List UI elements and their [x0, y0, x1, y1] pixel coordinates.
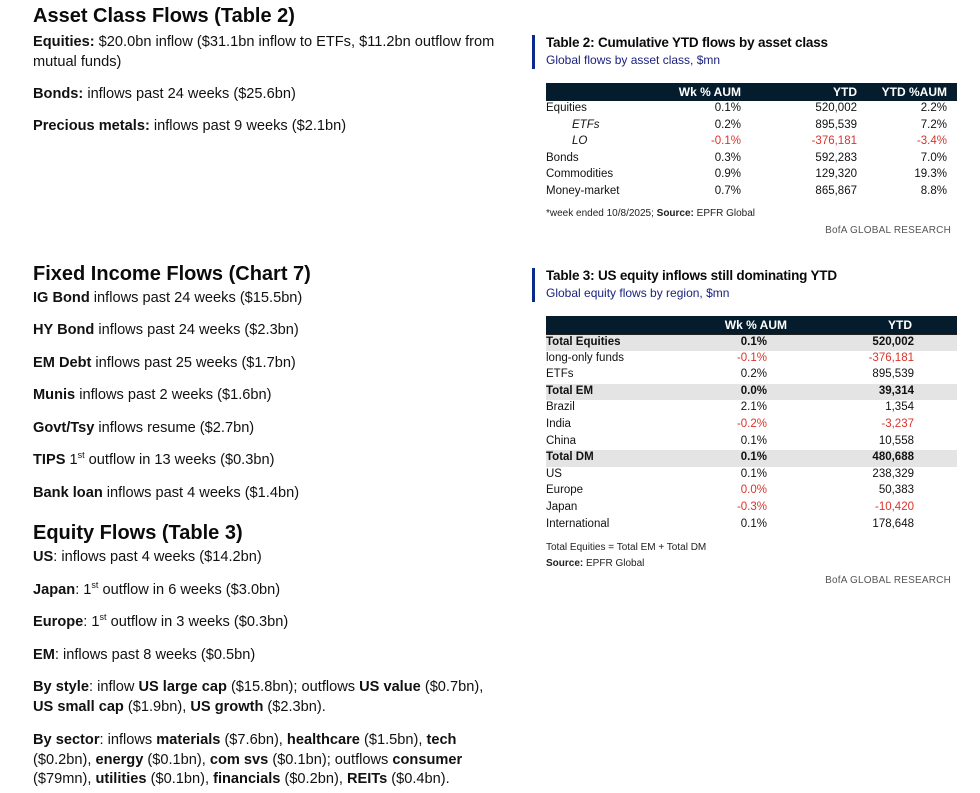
cell-label: ETFs: [546, 368, 574, 381]
header-wk-aum: Wk % AUM: [724, 318, 787, 332]
table-2-header: [546, 83, 957, 101]
bold-label: US value: [359, 679, 421, 695]
cell-label: Money-market: [546, 184, 620, 197]
para-text: ($0.1bn); outflows: [268, 751, 393, 768]
cell-label: Commodities: [546, 168, 614, 181]
cell-label: Total DM: [546, 451, 594, 464]
heading-fixed-income-flows: Fixed Income Flows (Chart 7): [33, 263, 311, 285]
para-text: : inflows past 4 weeks ($14.2bn): [53, 549, 262, 565]
cell-label: International: [546, 517, 610, 530]
cell-wk: 0.1%: [740, 467, 767, 480]
cell-ytd: 520,002: [815, 102, 857, 114]
accent-bar: [532, 268, 535, 302]
cell-ytd: 178,648: [872, 517, 914, 530]
cell-wk: 2.1%: [740, 401, 767, 414]
table-3-credit: BofA GLOBAL RESEARCH: [825, 575, 951, 586]
bold-label: com svs: [209, 751, 269, 768]
para-em: [33, 646, 503, 666]
para-us: [33, 548, 503, 568]
table-3-title: Table 3: US equity inflows still dominating YTD: [546, 268, 837, 283]
cell-ytdpct: 8.8%: [920, 184, 947, 197]
heading-asset-class-flows: Asset Class Flows (Table 2): [33, 5, 295, 27]
cell-ytd: -3,237: [881, 417, 914, 430]
cell-wk: 0.1%: [740, 434, 767, 447]
para-text: ($79mn),: [33, 771, 96, 787]
cell-ytd: 865,867: [815, 184, 857, 197]
para-text: inflows past 24 weeks ($15.5bn): [89, 290, 303, 306]
table-row: [546, 134, 957, 151]
para-text: ($0.2bn),: [33, 751, 96, 768]
bold-label: Munis: [33, 387, 76, 403]
table-3-body: [546, 334, 957, 533]
header-wk-aum: Wk % AUM: [678, 85, 741, 99]
bold-label: EM: [33, 647, 55, 663]
bold-label: financials: [213, 771, 281, 787]
cell-ytd: -376,181: [811, 135, 857, 148]
para-text: ($1.5bn),: [359, 732, 427, 748]
cell-ytd: 520,002: [872, 336, 914, 348]
para-text: : 1: [83, 614, 100, 630]
para-text: inflows resume ($2.7bn): [94, 420, 255, 436]
cell-wk: 0.9%: [714, 168, 741, 181]
table-row: [546, 167, 957, 184]
cell-label: ETFs: [572, 118, 600, 131]
bold-label: materials: [156, 732, 221, 748]
bold-label: consumer: [392, 751, 463, 768]
bold-label: Bonds:: [33, 86, 84, 102]
bold-label: US: [33, 549, 54, 565]
cell-label: China: [546, 434, 577, 447]
cell-ytd: 895,539: [815, 118, 857, 131]
para-text: : inflows past 8 weeks ($0.5bn): [54, 647, 256, 663]
para-text: ($7.6bn),: [220, 732, 287, 748]
bold-label: IG Bond: [33, 290, 90, 306]
cell-wk: 0.7%: [714, 184, 741, 197]
cell-ytdpct: 2.2%: [920, 102, 947, 114]
para-europe: [33, 613, 503, 633]
para-text: inflows past 9 weeks ($2.1bn): [149, 118, 347, 134]
cell-label: Europe: [546, 484, 584, 497]
para-text: outflow in 13 weeks ($0.3bn): [84, 452, 275, 468]
bold-label: By sector: [33, 732, 100, 748]
cell-ytd: -376,181: [868, 351, 914, 364]
bold-label: energy: [95, 751, 144, 768]
cell-ytdpct: 7.2%: [920, 118, 947, 131]
para-text: ($0.7bn),: [420, 679, 484, 695]
table-2-grid: [546, 83, 957, 201]
bold-label: utilities: [95, 771, 147, 787]
cell-ytd: 238,329: [872, 467, 914, 480]
cell-wk: 0.1%: [740, 336, 767, 348]
bold-label: US large cap: [138, 679, 227, 695]
table-row: [546, 367, 957, 384]
para-text: ($2.3bn).: [263, 698, 326, 715]
para-text: ($0.2bn),: [280, 771, 347, 787]
cell-ytd: 50,383: [878, 484, 914, 497]
table-row: [546, 151, 957, 168]
table-2: [532, 35, 957, 240]
table-row: [546, 118, 957, 135]
para-ig-bond: [33, 289, 503, 309]
table-row: [546, 467, 957, 484]
bold-label: By style: [33, 679, 89, 695]
bold-label: Japan: [33, 582, 76, 598]
table-3-header: [546, 316, 957, 334]
para-by-sector: [33, 731, 503, 790]
table-3-footnote-2: [546, 558, 644, 569]
para-bank-loan: [33, 484, 503, 504]
cell-ytdpct: -3.4%: [916, 135, 947, 148]
cell-wk: 0.1%: [740, 517, 767, 530]
heading-equity-flows: Equity Flows (Table 3): [33, 522, 243, 544]
table-3: [532, 268, 957, 598]
cell-wk: -0.1%: [736, 351, 767, 364]
para-text: outflow in 6 weeks ($3.0bn): [98, 582, 281, 598]
cell-wk: 0.1%: [740, 451, 767, 464]
para-govt-tsy: [33, 419, 503, 439]
table-row: [546, 417, 957, 434]
bold-label: HY Bond: [33, 322, 95, 338]
cell-wk: 0.1%: [714, 102, 741, 114]
para-text: 1: [65, 452, 78, 468]
bold-label: REITs: [346, 771, 388, 787]
para-text: ($0.1bn),: [146, 771, 214, 787]
para-japan: [33, 581, 503, 601]
cell-label: long-only funds: [546, 351, 624, 364]
table-row: [546, 334, 957, 351]
cell-label: Total EM: [546, 384, 594, 397]
superscript: st: [91, 580, 99, 591]
cell-ytd: 480,688: [872, 451, 914, 464]
table-row: [546, 450, 957, 467]
table-2-title: Table 2: Cumulative YTD flows by asset class: [546, 35, 828, 50]
cell-wk: -0.3%: [736, 500, 767, 513]
para-em-debt: [33, 354, 503, 374]
cell-ytdpct: 19.3%: [914, 168, 947, 181]
para-text: ($1.9bn),: [123, 698, 191, 715]
para-text: inflows past 25 weeks ($1.7bn): [91, 355, 296, 371]
header-ytd-aum: YTD %AUM: [881, 85, 947, 99]
para-precious-metals: [33, 117, 503, 137]
accent-bar: [532, 35, 535, 69]
table-row: [546, 101, 957, 118]
cell-label: Bonds: [546, 151, 579, 164]
cell-ytd: 1,354: [885, 401, 914, 414]
bold-label: US small cap: [33, 698, 124, 715]
table-row: [546, 500, 957, 517]
cell-ytd: -10,420: [874, 500, 914, 513]
cell-label: Japan: [546, 500, 578, 513]
table-3-subtitle: Global equity flows by region, $mn: [546, 286, 730, 300]
cell-wk: 0.0%: [740, 484, 767, 497]
cell-ytd: 129,320: [815, 168, 857, 181]
para-text: ($15.8bn); outflows: [226, 679, 360, 695]
cell-ytd: 39,314: [878, 384, 914, 397]
cell-ytd: 895,539: [872, 368, 914, 381]
cell-ytd: 10,558: [878, 434, 914, 447]
bold-label: Europe: [33, 614, 84, 630]
footnote-source: EPFR Global: [583, 558, 645, 569]
para-text: inflows past 2 weeks ($1.6bn): [75, 387, 272, 403]
bold-label: EM Debt: [33, 355, 92, 371]
para-bonds: [33, 85, 503, 105]
footnote-source: EPFR Global: [693, 208, 756, 219]
cell-label: India: [546, 417, 571, 430]
bold-label: healthcare: [286, 732, 360, 748]
header-ytd: YTD: [888, 318, 912, 332]
table-row: [546, 351, 957, 368]
table-row: [546, 184, 957, 201]
cell-wk: -0.2%: [736, 417, 767, 430]
superscript: st: [99, 612, 107, 623]
para-tips: [33, 451, 503, 471]
table-row: [546, 400, 957, 417]
table-3-footnote-1: Total Equities = Total EM + Total DM: [546, 542, 707, 553]
para-text: ($0.4bn).: [387, 771, 450, 787]
bold-label: Precious metals:: [33, 118, 150, 134]
table-2-footnote: [546, 208, 755, 219]
bold-label: Equities:: [33, 34, 95, 50]
header-ytd: YTD: [833, 85, 857, 99]
footnote-source-label: Source:: [656, 208, 694, 219]
para-text: outflow in 3 weeks ($0.3bn): [106, 614, 289, 630]
bold-label: Govt/Tsy: [33, 420, 95, 436]
para-text: inflows past 4 weeks ($1.4bn): [102, 485, 300, 501]
cell-wk: 0.0%: [740, 384, 767, 397]
cell-label: LO: [572, 135, 588, 148]
cell-label: Total Equities: [546, 336, 621, 348]
table-row: [546, 483, 957, 500]
para-text: inflows past 24 weeks ($25.6bn): [83, 86, 296, 102]
footnote-text: *week ended 10/8/2025;: [546, 208, 657, 219]
table-3-grid: [546, 316, 957, 533]
table-2-credit: BofA GLOBAL RESEARCH: [825, 225, 951, 236]
cell-wk: 0.2%: [714, 118, 741, 131]
cell-ytd: 592,283: [815, 151, 857, 164]
cell-ytdpct: 7.0%: [920, 151, 947, 164]
para-by-style: [33, 678, 503, 717]
para-text: $20.0bn inflow ($31.1bn inflow to ETFs, $11.2bn outflow from mutual funds): [33, 34, 495, 70]
cell-label: Brazil: [546, 401, 575, 414]
para-text: ($0.1bn),: [143, 751, 210, 768]
cell-wk: 0.3%: [714, 151, 741, 164]
para-text: inflows past 24 weeks ($2.3bn): [94, 322, 299, 338]
bold-label: US growth: [190, 698, 264, 715]
para-munis: [33, 386, 503, 406]
bold-label: Bank loan: [33, 485, 103, 501]
para-equities: [33, 33, 503, 72]
bold-label: TIPS: [33, 452, 66, 468]
para-hy-bond: [33, 321, 503, 341]
table-2-subtitle: Global flows by asset class, $mn: [546, 53, 721, 67]
cell-label: Equities: [546, 102, 587, 114]
para-text: : inflow: [88, 679, 139, 695]
cell-wk: -0.1%: [710, 135, 741, 148]
para-text: : inflows: [99, 732, 157, 748]
para-text: : 1: [75, 582, 92, 598]
superscript: st: [77, 450, 85, 461]
footnote-source-label: Source:: [546, 558, 584, 569]
table-row: [546, 434, 957, 451]
bold-label: tech: [426, 732, 457, 748]
table-2-body: [546, 101, 957, 201]
cell-label: US: [546, 467, 562, 480]
table-row: [546, 517, 957, 534]
table-row: [546, 384, 957, 401]
cell-wk: 0.2%: [740, 368, 767, 381]
